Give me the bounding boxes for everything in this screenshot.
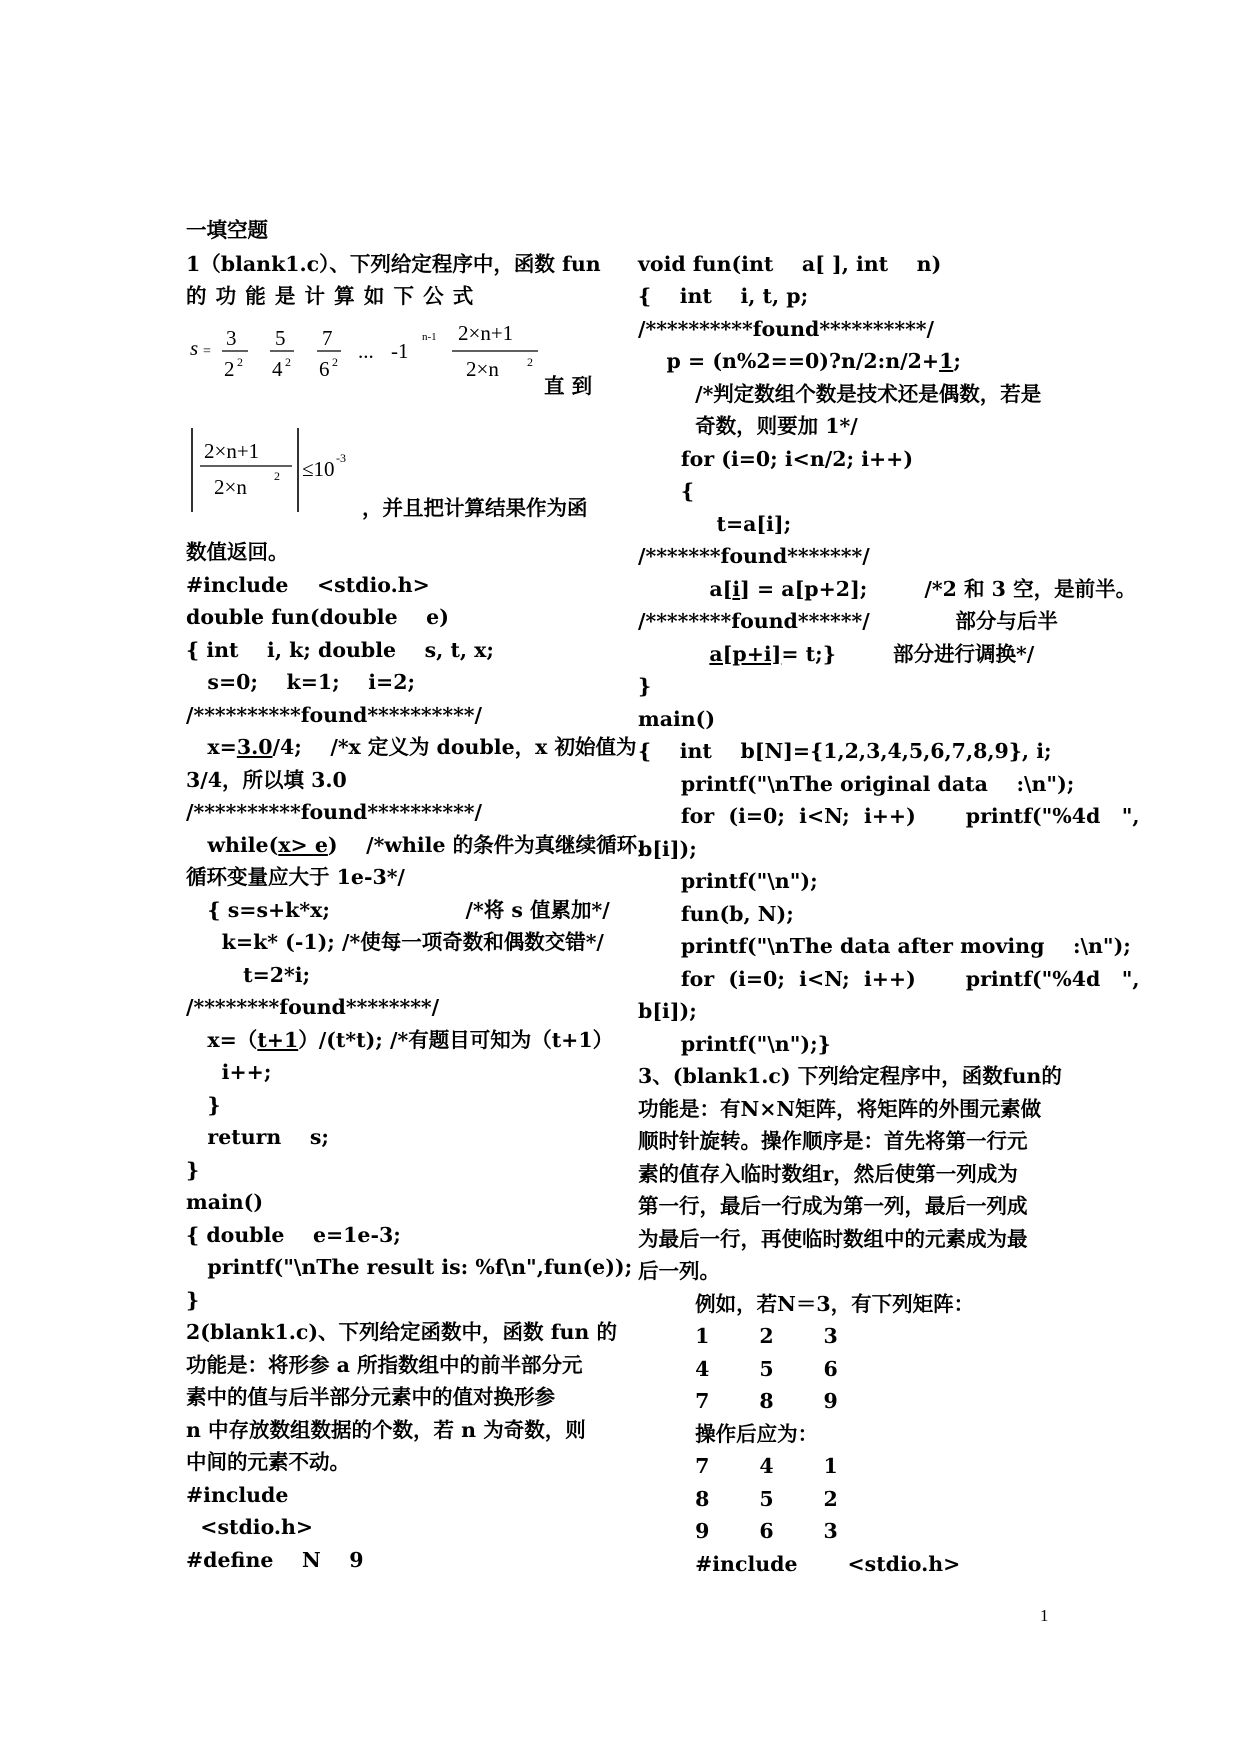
code-line: s=0; k=1; i=2; — [186, 670, 416, 694]
code-line: } — [186, 1158, 200, 1182]
formula-minus-one: -1 — [391, 339, 409, 363]
formula-exponent: n-1 — [422, 331, 437, 343]
answer-blank: 3.0 — [236, 735, 273, 759]
question-text: 功能是：有N×N矩阵，将矩阵的外围元素做 — [638, 1097, 1042, 1121]
code-line: 循环变量应大于 1e-3*/ — [186, 865, 405, 889]
svg-text:2: 2 — [332, 355, 338, 369]
code-line: t=2*i; — [186, 963, 311, 987]
question-text: 后一列。 — [638, 1259, 720, 1283]
q1-intro-line: 1（blank1.c）、下列给定程序中，函数 fun — [186, 252, 601, 276]
formula-ellipsis: ... — [358, 339, 374, 363]
code-line: printf("\nThe original data :\n"); — [638, 772, 1075, 796]
formula-t1-den: 2 — [224, 357, 235, 381]
code-line: main() — [186, 1190, 264, 1214]
answer-blank: x> e — [278, 833, 328, 857]
formula-s: s — [190, 336, 199, 360]
answer-blank: a[p+i] — [709, 642, 782, 666]
question-text: 顺时针旋转。操作顺序是：首先将第一行元 — [638, 1129, 1028, 1153]
code-line: <stdio.h> — [186, 1515, 314, 1539]
code-line-ai: a[i] = a[p+2]; /*2 和 3 空，是前半。 — [638, 577, 1137, 601]
series-formula — [186, 318, 606, 418]
code-line: k=k* (-1); /*使每一项奇数和偶数交错*/ — [186, 930, 604, 954]
code-line: printf("\n");} — [638, 1032, 831, 1056]
code-line: } — [186, 1288, 200, 1312]
cond-le: ≤10 — [302, 457, 335, 481]
code-line: #include — [186, 1483, 289, 1507]
code-line: { — [638, 479, 695, 503]
code-line-api: a[p+i]= t;} 部分进行调换*/ — [709, 642, 1035, 666]
question-text: 素的值存入临时数组r，然后使第一列成为 — [638, 1162, 1018, 1186]
matrix-row: 7 8 9 — [638, 1389, 838, 1413]
question-text: 3、(blank1.c) 下列给定程序中，函数fun的 — [638, 1064, 1062, 1088]
matrix-row: 4 5 6 — [638, 1357, 838, 1381]
code-line: 3/4，所以填 3.0 — [186, 768, 347, 792]
question-text: 功能是：将形参 a 所指数组中的前半部分元 — [186, 1353, 583, 1377]
question-text: 例如，若N＝3，有下列矩阵： — [638, 1292, 975, 1316]
code-line: { int b[N]={1,2,3,4,5,6,7,8,9}, i; — [638, 739, 1052, 763]
q1-intro-line: 的 功 能 是 计 算 如 下 公 式 — [186, 284, 475, 308]
code-line: 奇数，则要加 1*/ — [638, 414, 858, 438]
matrix-row: 7 4 1 — [638, 1454, 838, 1478]
code-line: main() — [638, 707, 716, 731]
formula-until-text: 直 到 — [544, 374, 593, 398]
question-text: 素中的值与后半部分元素中的值对换形参 — [186, 1385, 555, 1409]
code-line: #include <stdio.h> — [186, 573, 430, 597]
code-line: for (i=0; i<n/2; i++) — [638, 447, 914, 471]
code-line: double fun(double e) — [186, 605, 449, 629]
cond-tail-text: ，并且把计算结果作为函 — [362, 496, 588, 520]
question-text: 第一行，最后一行成为第一列，最后一列成 — [638, 1194, 1028, 1218]
code-line: i++; — [186, 1060, 272, 1084]
question-text: 2(blank1.c)、下列给定函数中，函数 fun 的 — [186, 1320, 617, 1344]
formula-t1-num: 3 — [226, 326, 237, 350]
code-line: printf("\nThe data after moving :\n"); — [638, 934, 1131, 958]
page-number: 1 — [1040, 1606, 1049, 1625]
code-line: { int i, t, p; — [638, 284, 809, 308]
code-line-x-update: x=（t+1）/(t*t); /*有题目可知为（t+1） — [186, 1028, 614, 1052]
cond-exp: -3 — [336, 451, 346, 465]
formula-t2-den: 4 — [272, 357, 283, 381]
question-text: 中间的元素不动。 — [186, 1450, 350, 1474]
code-line: for (i=0; i<N; i++) printf("%4d ", — [638, 967, 1140, 991]
matrix-row: 8 5 2 — [638, 1487, 838, 1511]
formula-t3-den: 6 — [319, 357, 330, 381]
formula-gen-num: 2×n+1 — [458, 321, 514, 345]
code-line: /**********found**********/ — [186, 703, 483, 727]
answer-blank: i — [732, 577, 741, 601]
cond-den: 2×n — [214, 475, 247, 499]
code-line: /**********found**********/ — [638, 317, 935, 341]
code-line: #define N 9 — [186, 1548, 364, 1572]
code-line: { int i, k; double s, t, x; — [186, 638, 494, 662]
svg-text:2: 2 — [285, 355, 291, 369]
code-line: for (i=0; i<N; i++) printf("%4d ", — [638, 804, 1140, 828]
code-line: #include <stdio.h> — [638, 1552, 961, 1576]
formula-gen-den: 2×n — [466, 357, 499, 381]
section-title: 一填空题 — [186, 218, 268, 242]
code-line: void fun(int a[ ], int n) — [638, 252, 942, 276]
formula-eq: = — [203, 344, 211, 359]
code-line-p: p = (n%2==0)?n/2:n/2+1; — [638, 349, 961, 373]
condition-formula — [186, 424, 386, 520]
code-line: /*判定数组个数是技术还是偶数，若是 — [638, 382, 1042, 406]
code-line: t=a[i]; — [638, 512, 792, 536]
code-line: b[i]); — [638, 999, 697, 1023]
code-line: return s; — [186, 1125, 329, 1149]
code-line-while: while(x> e) /*while 的条件为真继续循环， — [186, 833, 658, 857]
svg-text:2: 2 — [237, 355, 243, 369]
question-text: 为最后一行，再使临时数组中的元素成为最 — [638, 1227, 1028, 1251]
answer-blank: t+1 — [257, 1028, 299, 1052]
code-line: printf("\nThe result is: %f\n",fun(e)); — [186, 1255, 633, 1279]
code-line: /*******found*******/ — [638, 544, 870, 568]
formula-t3-num: 7 — [322, 326, 333, 350]
svg-text:2: 2 — [527, 355, 533, 369]
svg-text:2: 2 — [274, 469, 280, 483]
formula-t2-num: 5 — [275, 326, 286, 350]
code-line: /**********found**********/ — [186, 800, 483, 824]
answer-blank: 1 — [939, 349, 954, 373]
cond-num: 2×n+1 — [204, 439, 260, 463]
code-line: { s=s+k*x; /*将 s 值累加*/ — [186, 898, 610, 922]
code-line: b[i]); — [638, 837, 697, 861]
code-line: { double e=1e-3; — [186, 1223, 401, 1247]
code-line: fun(b, N); — [638, 902, 794, 926]
question-text: n 中存放数组数据的个数，若 n 为奇数，则 — [186, 1418, 586, 1442]
matrix-row: 9 6 3 — [638, 1519, 838, 1543]
code-line: /********found******/ 部分与后半 — [638, 609, 1058, 633]
matrix-row: 1 2 3 — [638, 1324, 838, 1348]
code-line: printf("\n"); — [638, 869, 818, 893]
code-line: 数值返回。 — [186, 540, 289, 564]
code-line: } — [638, 674, 652, 698]
question-text: 操作后应为： — [638, 1422, 819, 1446]
code-line-x-init: x=3.0/4; /*x 定义为 double，x 初始值为 — [186, 735, 637, 759]
code-line: /********found********/ — [186, 995, 440, 1019]
code-line: } — [186, 1093, 221, 1117]
